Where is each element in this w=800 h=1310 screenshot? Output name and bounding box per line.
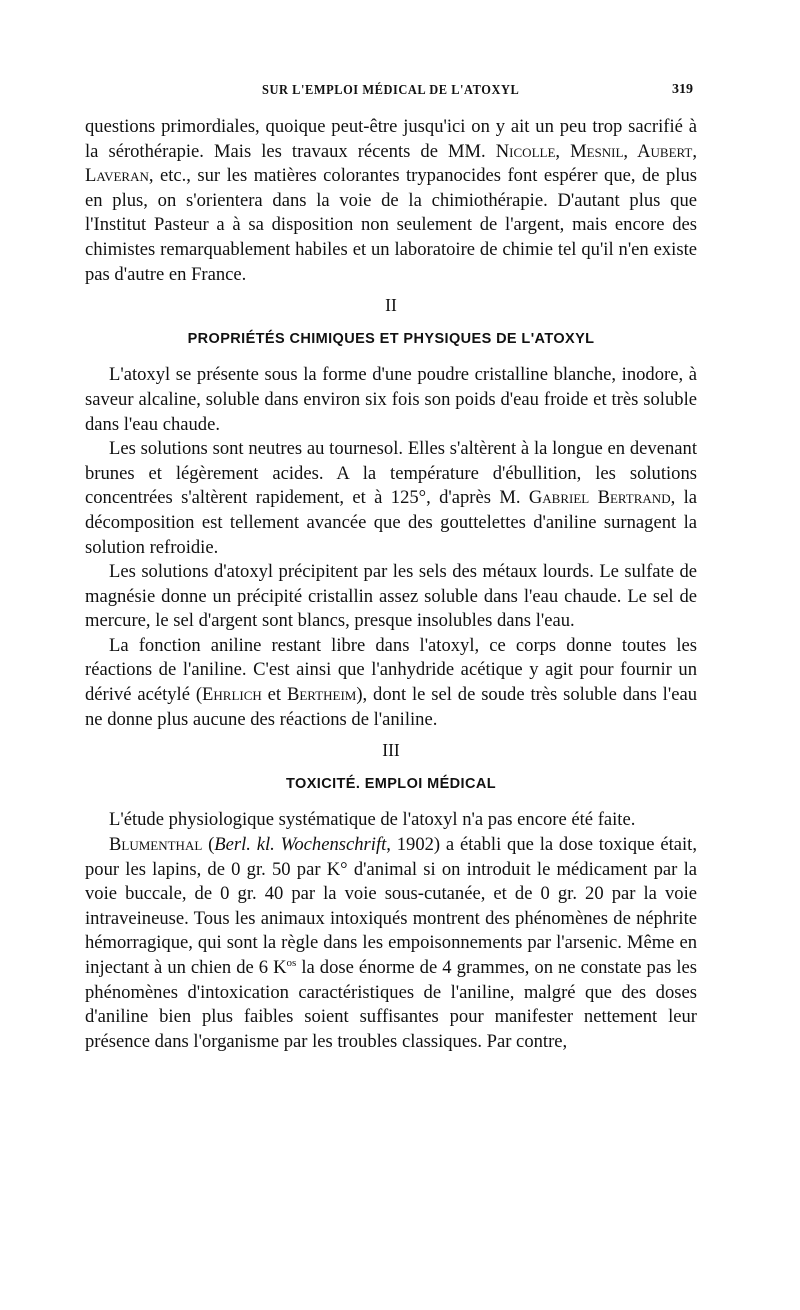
section-2-paragraph-1: L'atoxyl se présente sous la forme d'une poudre cristalline blanche, inodore, à saveur alcaline, soluble dans environ six fois son poids d'eau froide et très soluble dans l'eau chaude. — [85, 364, 697, 435]
s2p4-text-start: La fonction aniline restant libre dans l'atoxyl, ce corps donne toutes les réactions de l'aniline. C'est ainsi que l'anhydride acétique y agit pour fournir un dérivé acétylé ( — [85, 634, 697, 706]
intro-text-start: questions primordiales, quoique peut-être jusqu'ici on y ait un peu trop sacrifié à la sérothérapie. Mais les travaux récents de MM. — [85, 116, 697, 162]
section-3-paragraph-2 — [85, 833, 697, 1054]
s2p4-author-name-2: Bertheim — [286, 684, 357, 706]
running-title: SUR L'EMPLOI MÉDICAL DE L'ATOXYL — [262, 82, 520, 97]
section-3-number: III — [382, 740, 400, 761]
s2p4-author-name-1: Ehrlich — [202, 684, 262, 706]
section-3-paragraph-1: L'étude physiologique systématique de l'atoxyl n'a pas encore été faite. — [109, 809, 636, 831]
section-2-number: II — [385, 295, 397, 316]
section-2-paragraph-4 — [85, 634, 697, 732]
running-head — [0, 82, 800, 102]
page-number: 319 — [672, 82, 693, 97]
s3p2-text-start: , 1902) a établi que la dose toxique était, pour les lapins, de 0 gr. 50 par K° d'animal si on introduit le médicament par la voie buccale, de 0 gr. 40 par la voie sous-cutanée, et de 0 gr. 20 par la voie intraveineuse. Tous les animaux intoxiqués montrent des phénomènes de néphrite hémorragique, qui sont la règle dans les empoisonnements par l'arsenic. Même en injectant à un chien de 6 K — [85, 834, 697, 978]
body-text — [85, 115, 697, 1054]
section-2-paragraph-3: Les solutions d'atoxyl précipitent par les sels des métaux lourds. Le sulfate de magnésie donne un précipité cristallin assez soluble dans l'eau chaude. Le sel de mercure, le sel d'argent sont blancs, presque insolubles dans l'eau. — [85, 561, 697, 632]
s2p2-text-end: , la décomposition est tellement avancée que des gouttelettes d'aniline surnagent la solution refroidie. — [85, 487, 698, 558]
s2p2-text-start: Les solutions sont neutres au tournesol. Elles s'altèrent à la longue en devenant brunes et légèrement acides. A la température d'ébullition, les solutions concentrées s'altèrent rapidement, et à 125°, d'après M. — [85, 438, 697, 509]
s3p2-citation: Berl. kl. Wochenschrift — [214, 834, 387, 856]
intro-author-names: Nicolle, Mesnil, Aubert, Laveran — [85, 140, 698, 187]
section-2-title: PROPRIÉTÉS CHIMIQUES ET PHYSIQUES DE L'ATOXYL — [187, 330, 595, 347]
s3p2-author-name: Blumenthal — [109, 834, 203, 856]
intro-text-end: , etc., sur les matières colorantes trypanocides font espérer que, de plus en plus, on s'orientera dans la voie de la chimiothérapie. D'autant plus que l'Institut Pasteur a à sa disposition non seulement de l'argent, mais encore des chimistes remarquablement habiles et un laboratoire de chimie tel qu'il n'en existe pas d'autre en France. — [85, 165, 697, 285]
section-3-title: TOXICITÉ. EMPLOI MÉDICAL — [286, 775, 496, 792]
s3p2-text-end: la dose énorme de 4 grammes, on ne constate pas les phénomènes d'intoxication caractéristiques de l'aniline, malgré que des doses d'aniline bien plus faibles soient suffisantes pour manifester nettement leur présence dans l'organisme par les troubles classiques. Par contre, — [85, 957, 697, 1052]
section-2-paragraph-2 — [85, 437, 697, 560]
s3p2-open-paren: ( — [202, 834, 215, 856]
s3p2-superscript: os — [286, 956, 297, 969]
s2p2-author-name: Gabriel Bertrand — [528, 487, 671, 509]
intro-paragraph — [85, 115, 697, 287]
s2p4-conjunction: et — [261, 684, 287, 706]
s2p4-text-end: ), dont le sel de soude très soluble dans l'eau ne donne plus aucune des réactions de l'aniline. — [85, 684, 697, 730]
